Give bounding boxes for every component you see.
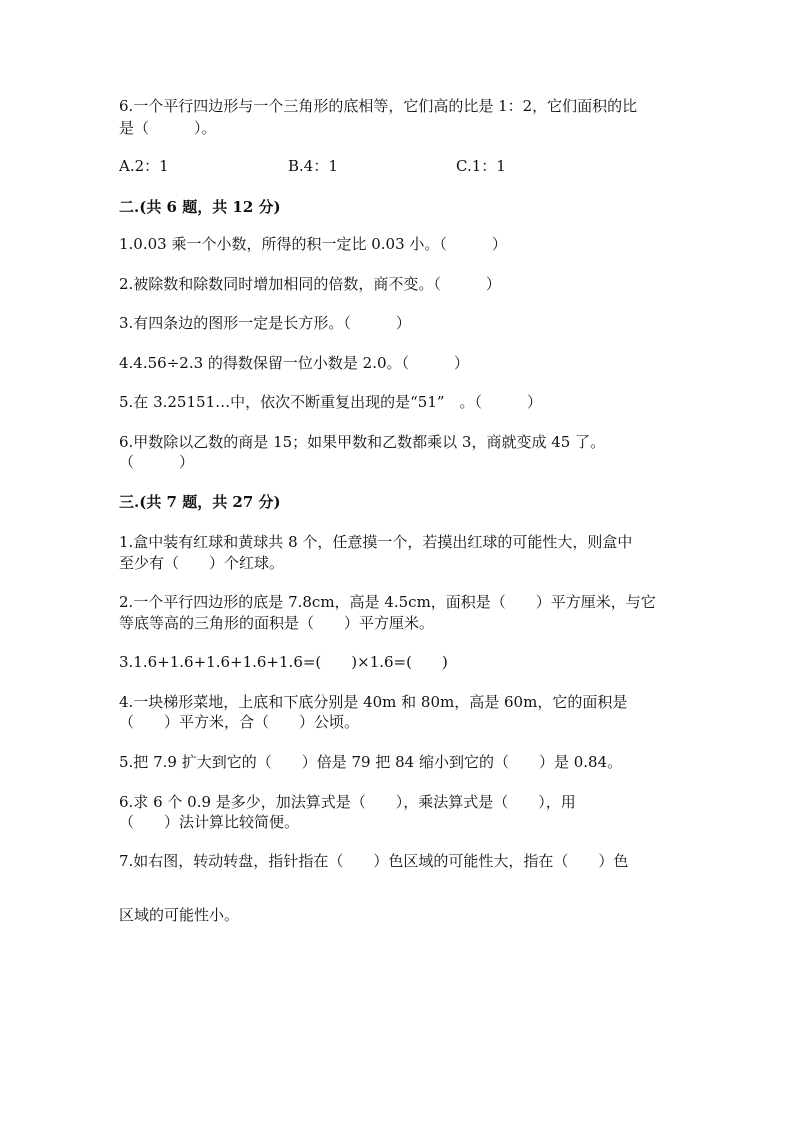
option-c: C.1：1 — [456, 157, 506, 175]
s2-item-2: 2.被除数和除数同时增加相同的倍数，商不变。（ ） — [119, 275, 501, 293]
s3-item-4-line-1: 4.一块梯形菜地，上底和下底分别是 40m 和 80m，高是 60m，它的面积是 — [119, 693, 628, 711]
s3-item-4-line-2: （ ）平方米，合（ ）公顷。 — [119, 713, 360, 731]
s3-item-6-line-1: 6.求 6 个 0.9 是多少，加法算式是（ ），乘法算式是（ ），用 — [119, 793, 576, 811]
s3-item-3: 3.1.6+1.6+1.6+1.6+1.6=( )×1.6=( ) — [119, 653, 448, 671]
section-3-heading: 三.(共 7 题，共 27 分) — [119, 493, 281, 511]
s3-item-7-line-2: 区域的可能性小。 — [119, 906, 240, 924]
s2-item-6-line-1: 6.甲数除以乙数的商是 15；如果甲数和乙数都乘以 3，商就变成 45 了。 — [119, 433, 606, 451]
s2-item-3: 3.有四条边的图形一定是长方形。（ ） — [119, 314, 411, 332]
s2-item-4: 4.4.56÷2.3 的得数保留一位小数是 2.0。（ ） — [119, 354, 470, 372]
option-b: B.4：1 — [288, 157, 338, 175]
s2-item-6-line-2: （ ） — [119, 453, 195, 471]
question-6-line-1: 6.一个平行四边形与一个三角形的底相等，它们高的比是 1：2，它们面积的比 — [119, 97, 638, 115]
question-6-line-2: 是（ ）。 — [119, 119, 217, 137]
s3-item-2-line-2: 等底等高的三角形的面积是（ ）平方厘米。 — [119, 614, 435, 632]
s3-item-2-line-1: 2.一个平行四边形的底是 7.8cm，高是 4.5cm，面积是（ ）平方厘米，与它 — [119, 593, 656, 611]
s2-item-5: 5.在 3.25151…中，依次不断重复出现的是“51” 。（ ） — [119, 393, 543, 411]
s3-item-7-line-1: 7.如右图，转动转盘，指针指在（ ）色区域的可能性大，指在（ ）色 — [119, 852, 629, 870]
s3-item-6-line-2: （ ）法计算比较简便。 — [119, 813, 300, 831]
s2-item-1: 1.0.03 乘一个小数，所得的积一定比 0.03 小。（ ） — [119, 235, 507, 253]
s3-item-1-line-1: 1.盒中装有红球和黄球共 8 个，任意摸一个，若摸出红球的可能性大，则盒中 — [119, 533, 633, 551]
option-a: A.2：1 — [119, 157, 169, 175]
section-2-heading: 二.(共 6 题，共 12 分) — [119, 198, 281, 216]
s3-item-5: 5.把 7.9 扩大到它的（ ）倍是 79 把 84 缩小到它的（ ）是 0.84。 — [119, 753, 623, 771]
s3-item-1-line-2: 至少有（ ）个红球。 — [119, 554, 285, 572]
